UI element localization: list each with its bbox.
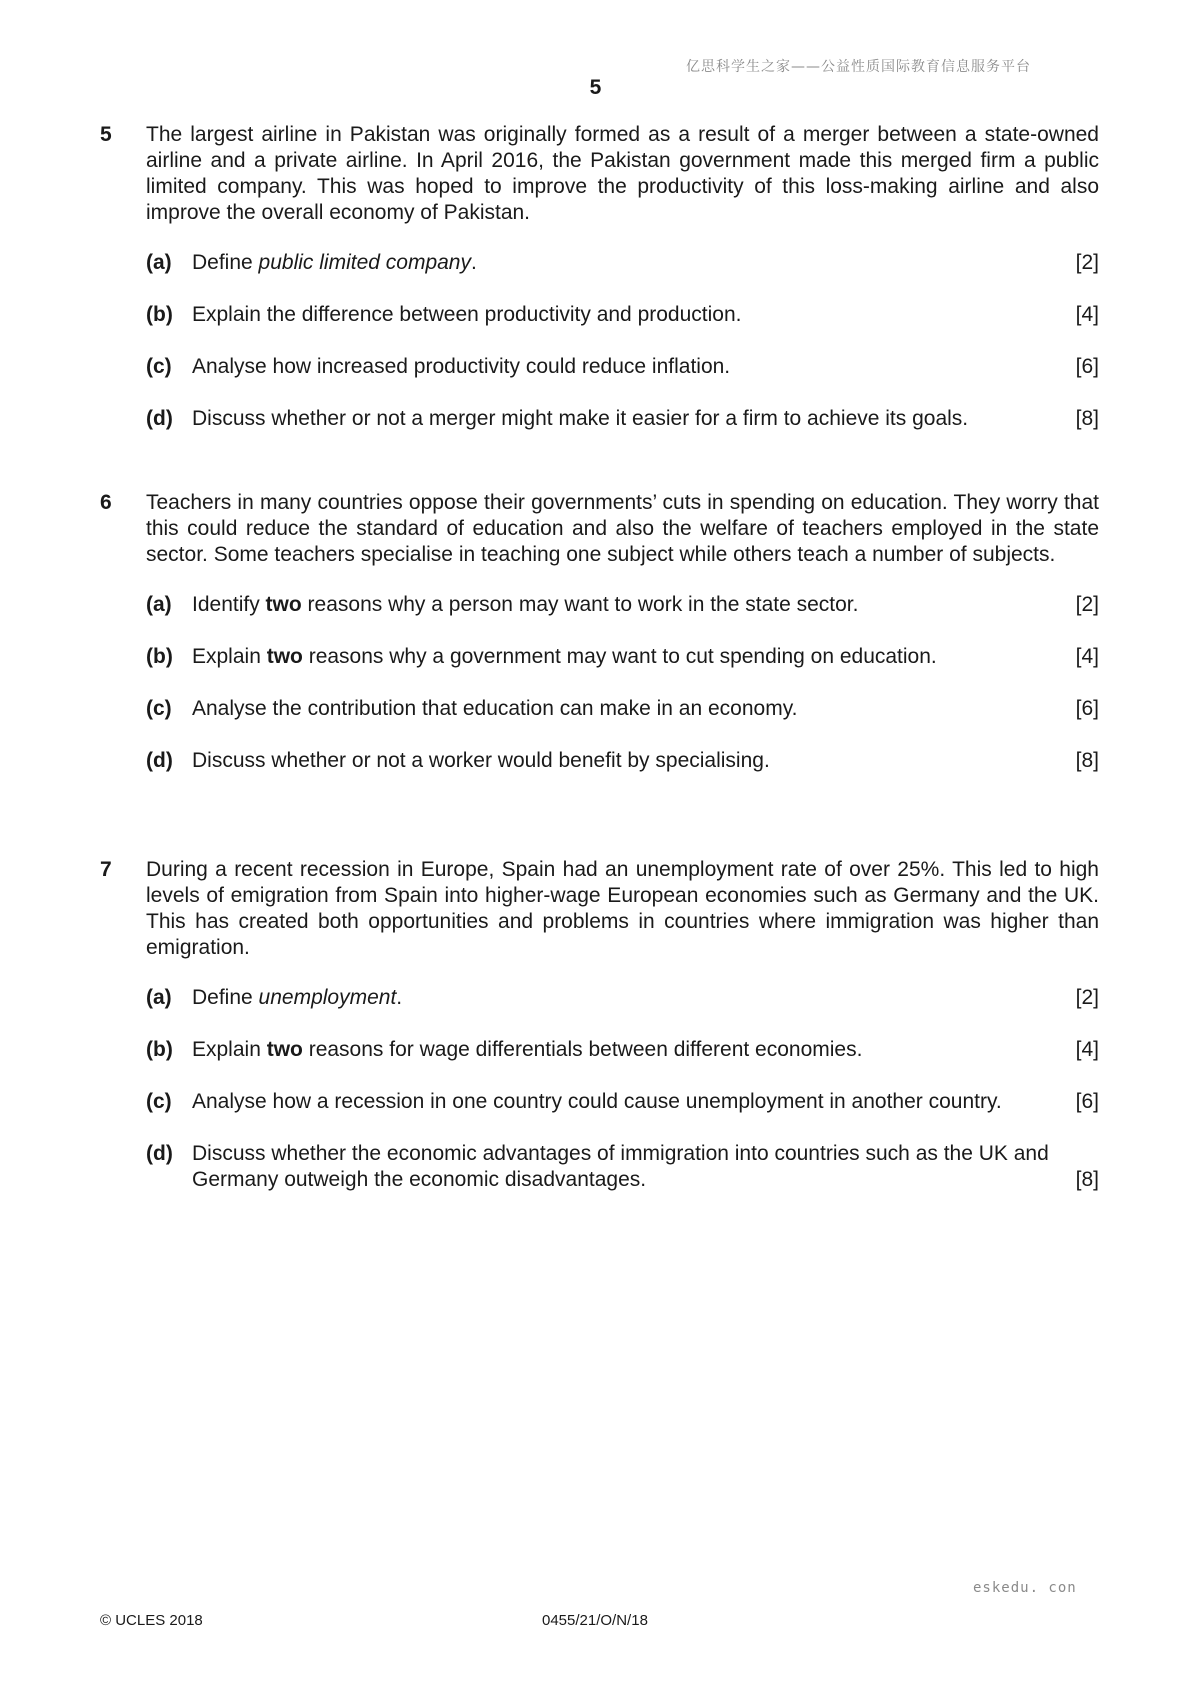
emphasis-term: two <box>266 1038 303 1061</box>
question-part-b <box>146 302 1099 328</box>
part-label: (a) <box>146 593 172 616</box>
question-7 <box>100 857 1099 1193</box>
question-number: 5 <box>100 123 112 146</box>
part-label: (b) <box>146 645 173 668</box>
question-part-d <box>146 1141 1099 1193</box>
copyright-notice: © UCLES 2018 <box>100 1612 203 1629</box>
part-label: (b) <box>146 1038 173 1061</box>
page-number: 5 <box>589 76 602 99</box>
part-label: (d) <box>146 749 173 772</box>
question-part-a <box>146 985 1099 1011</box>
part-label: (a) <box>146 986 172 1009</box>
mark-allocation: [8] <box>1075 407 1099 430</box>
question-number: 6 <box>100 491 112 514</box>
part-text: Discuss whether the economic advantages of immigration into countries such as the UK and Germany outweigh the economic disadvantages. <box>192 1142 1049 1191</box>
part-label: (c) <box>146 1090 172 1113</box>
part-text: Analyse the contribution that education can make in an economy. <box>192 697 798 720</box>
watermark-footer: eskedu. con <box>973 1580 1077 1596</box>
mark-allocation: [4] <box>1075 303 1099 326</box>
mark-allocation: [2] <box>1075 593 1099 616</box>
question-6 <box>100 490 1099 774</box>
mark-allocation: [4] <box>1075 645 1099 668</box>
part-label: (a) <box>146 251 172 274</box>
mark-allocation: [6] <box>1075 355 1099 378</box>
part-text: Analyse how increased productivity could reduce inflation. <box>192 355 731 378</box>
question-stem: During a recent recession in Europe, Spain had an unemployment rate of over 25%. This led to high levels of emigration from Spain into higher-wage European economies such as Germany and the UK. This has created both opportunities and problems in countries where immigration was higher than emigration. <box>146 858 1099 959</box>
question-part-c <box>146 354 1099 380</box>
part-text: Identify two reasons why a person may want to work in the state sector. <box>192 593 859 616</box>
part-label: (d) <box>146 1142 173 1165</box>
mark-allocation: [6] <box>1075 1090 1099 1113</box>
part-text: Define public limited company. <box>192 251 477 274</box>
emphasis-term: unemployment <box>258 986 397 1009</box>
part-label: (c) <box>146 355 172 378</box>
part-text: Explain two reasons for wage differentials between different economies. <box>192 1038 863 1061</box>
part-text: Define unemployment. <box>192 986 403 1009</box>
question-part-b <box>146 1037 1099 1063</box>
part-text: Analyse how a recession in one country could cause unemployment in another country. <box>192 1090 1002 1113</box>
mark-allocation: [6] <box>1075 697 1099 720</box>
question-part-d <box>146 748 1099 774</box>
emphasis-term: two <box>265 593 302 616</box>
mark-allocation: [2] <box>1075 986 1099 1009</box>
part-text: Explain the difference between productivity and production. <box>192 303 742 326</box>
question-part-c <box>146 1089 1099 1115</box>
question-stem: Teachers in many countries oppose their governments’ cuts in spending on education. They worry that this could reduce the standard of education and also the welfare of teachers employed in the state sector. Some teachers specialise in teaching one subject while others teach a number of subjects. <box>146 491 1099 566</box>
mark-allocation: [8] <box>1075 749 1099 772</box>
mark-allocation: [2] <box>1075 251 1099 274</box>
question-stem: The largest airline in Pakistan was originally formed as a result of a merger between a state-owned airline and a private airline. In April 2016, the Pakistan government made this merged firm a public limited company. This was hoped to improve the productivity of this loss-making airline and also improve the overall economy of Pakistan. <box>146 123 1099 224</box>
question-part-a <box>146 250 1099 276</box>
emphasis-term: two <box>266 645 303 668</box>
part-text: Discuss whether or not a merger might make it easier for a firm to achieve its goals. <box>192 407 969 430</box>
question-5 <box>100 122 1099 432</box>
question-part-c <box>146 696 1099 722</box>
emphasis-term: public limited company <box>258 251 471 274</box>
question-part-b <box>146 644 1099 670</box>
paper-code: 0455/21/O/N/18 <box>542 1612 648 1629</box>
watermark-header: 亿思科学生之家——公益性质国际教育信息服务平台 <box>686 59 1031 75</box>
mark-allocation: [8] <box>1075 1168 1099 1191</box>
part-label: (b) <box>146 303 173 326</box>
question-number: 7 <box>100 858 112 881</box>
question-part-a <box>146 592 1099 618</box>
part-text: Discuss whether or not a worker would benefit by specialising. <box>192 749 770 772</box>
question-part-d <box>146 406 1099 432</box>
part-text: Explain two reasons why a government may want to cut spending on education. <box>192 645 937 668</box>
mark-allocation: [4] <box>1075 1038 1099 1061</box>
part-label: (c) <box>146 697 172 720</box>
part-label: (d) <box>146 407 173 430</box>
